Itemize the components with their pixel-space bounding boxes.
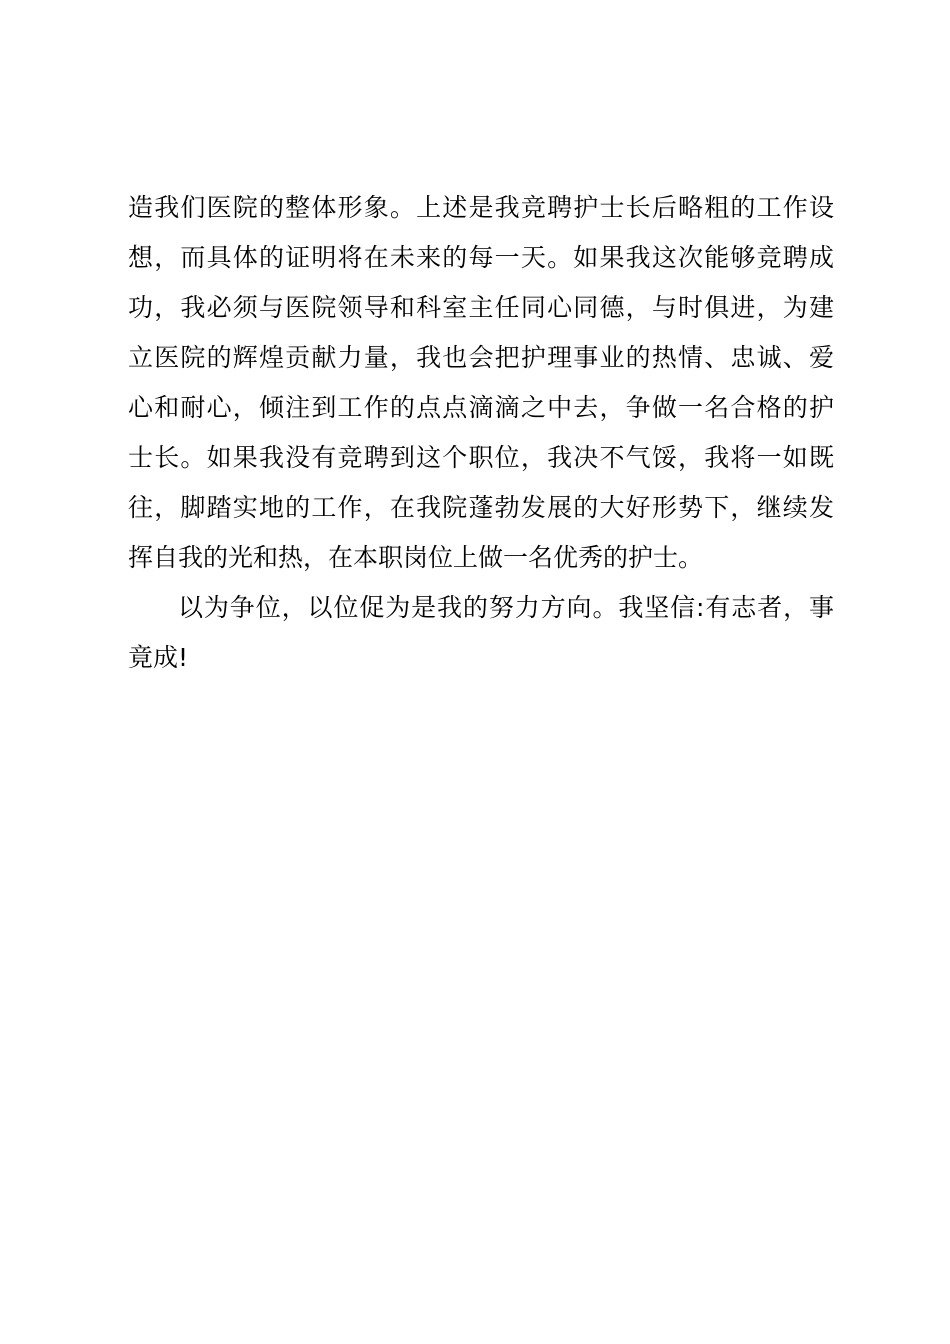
- paragraph-line: 以为争位，以位促为是我的努力方向。我坚信:有志者，事: [178, 593, 834, 622]
- paragraph-line: 挥自我的光和热，在本职岗位上做一名优秀的护士。: [128, 543, 704, 572]
- document-body: [128, 183, 834, 683]
- paragraph-line: 往，脚踏实地的工作，在我院蓬勃发展的大好形势下，继续发: [128, 493, 834, 522]
- paragraph-line: 心和耐心，倾注到工作的点点滴滴之中去，争做一名合格的护: [128, 393, 834, 422]
- paragraph-line: 造我们医院的整体形象。上述是我竞聘护士长后略粗的工作设: [128, 193, 834, 222]
- paragraph-2: [128, 583, 834, 683]
- paragraph-line: 功，我必须与医院领导和科室主任同心同德，与时俱进，为建: [128, 293, 834, 322]
- paragraph-line: 士长。如果我没有竞聘到这个职位，我决不气馁，我将一如既: [128, 443, 834, 472]
- paragraph-line: 竟成!: [128, 643, 189, 672]
- paragraph-line: 立医院的辉煌贡献力量，我也会把护理事业的热情、忠诚、爱: [128, 343, 834, 372]
- paragraph-line: 想，而具体的证明将在未来的每一天。如果我这次能够竞聘成: [128, 243, 834, 272]
- paragraph-1: [128, 183, 834, 583]
